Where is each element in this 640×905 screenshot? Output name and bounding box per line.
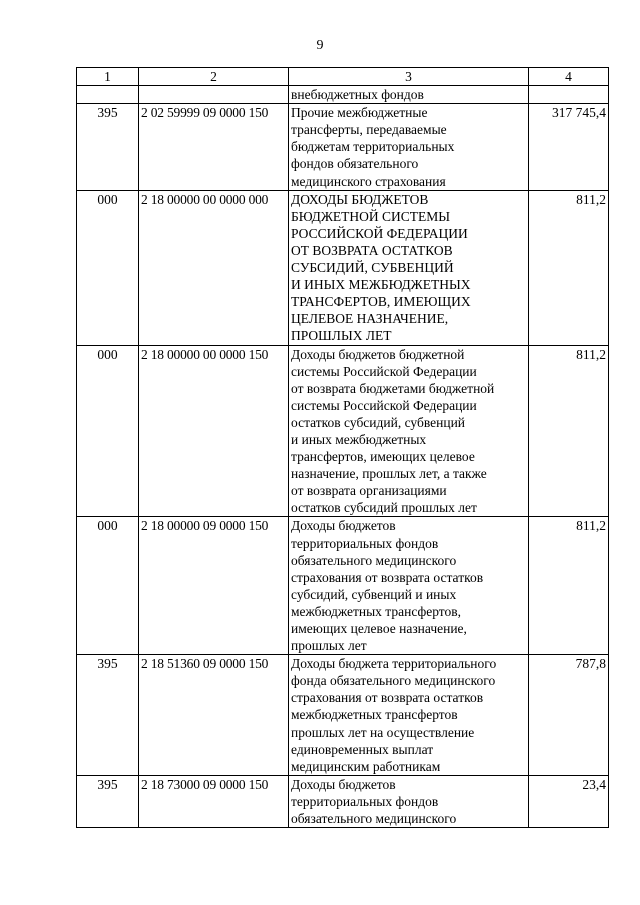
- income-name-line: ДОХОДЫ БЮДЖЕТОВ: [291, 191, 429, 207]
- income-name-line: субсидий, субвенций и иных: [291, 586, 457, 602]
- income-name-line: БЮДЖЕТНОЙ СИСТЕМЫ: [291, 208, 451, 224]
- admin-code-cell: 395: [77, 104, 139, 190]
- income-name-line: ПРОШЛЫХ ЛЕТ: [291, 328, 392, 344]
- header-col-1: 1: [77, 68, 139, 86]
- header-col-4: 4: [529, 68, 609, 86]
- income-name-line: Прочие межбюджетные: [291, 105, 428, 121]
- table-row: [77, 190, 609, 345]
- income-name-line: страхования от возврата остатков: [291, 690, 484, 706]
- income-name-line: межбюджетных трансфертов,: [291, 603, 462, 619]
- income-name-cell: [289, 190, 529, 345]
- income-name-line: и иных межбюджетных: [291, 431, 427, 447]
- admin-code-cell: [77, 86, 139, 104]
- budget-table: [76, 67, 609, 828]
- income-name-cell: [289, 775, 529, 827]
- income-name-line: от возврата бюджетами бюджетной: [291, 380, 495, 396]
- income-name-line: территориальных фондов: [291, 793, 439, 809]
- income-name-line: медицинского страхования: [291, 173, 446, 189]
- income-name-line: обязательного медицинского: [291, 811, 457, 827]
- income-name-line: системы Российской Федерации: [291, 397, 477, 413]
- table-row: [77, 517, 609, 655]
- income-name-line: Доходы бюджета территориального: [291, 656, 497, 672]
- budget-code-cell: 2 18 51360 09 0000 150: [139, 655, 289, 776]
- income-name-line: остатков субсидий прошлых лет: [291, 500, 477, 516]
- income-name-line: территориальных фондов: [291, 535, 439, 551]
- table-row: [77, 104, 609, 190]
- income-name-line: трансферты, передаваемые: [291, 122, 447, 138]
- amount-cell: 317 745,4: [529, 104, 609, 190]
- budget-code-cell: 2 02 59999 09 0000 150: [139, 104, 289, 190]
- income-name-line: назначение, прошлых лет, а также: [291, 466, 487, 482]
- budget-code-cell: 2 18 00000 00 0000 000: [139, 190, 289, 345]
- income-name-cell: [289, 345, 529, 517]
- table-row: [77, 775, 609, 827]
- income-name-line: от возврата организациями: [291, 483, 447, 499]
- admin-code-cell: 395: [77, 655, 139, 776]
- table-row: [77, 655, 609, 776]
- amount-cell: 811,2: [529, 517, 609, 655]
- income-name-line: фонда обязательного медицинского: [291, 673, 496, 689]
- income-name-line: страхования от возврата остатков: [291, 569, 484, 585]
- amount-cell: 811,2: [529, 190, 609, 345]
- income-name-cell: [289, 655, 529, 776]
- admin-code-cell: 000: [77, 345, 139, 517]
- table-row: [77, 86, 609, 104]
- income-name-line: Доходы бюджетов: [291, 518, 396, 534]
- income-name-line: И ИНЫХ МЕЖБЮДЖЕТНЫХ: [291, 277, 471, 293]
- amount-cell: 23,4: [529, 775, 609, 827]
- income-name-line: трансфертов, имеющих целевое: [291, 449, 475, 465]
- income-name-line: ТРАНСФЕРТОВ, ИМЕЮЩИХ: [291, 294, 471, 310]
- income-name-cell: [289, 104, 529, 190]
- income-name-cell: [289, 86, 529, 104]
- income-name-line: РОССИЙСКОЙ ФЕДЕРАЦИИ: [291, 225, 468, 241]
- table-row: [77, 345, 609, 517]
- income-name-line: межбюджетных трансфертов: [291, 707, 458, 723]
- page-number: 9: [316, 38, 324, 53]
- income-name-line: ЦЕЛЕВОЕ НАЗНАЧЕНИЕ,: [291, 311, 449, 327]
- income-name-line: прошлых лет: [291, 638, 367, 654]
- amount-cell: 787,8: [529, 655, 609, 776]
- income-name-line: единовременных выплат: [291, 741, 434, 757]
- income-name-line: медицинским работникам: [291, 758, 441, 774]
- budget-code-cell: [139, 86, 289, 104]
- income-name-line: фондов обязательного: [291, 156, 419, 172]
- income-name-line: Доходы бюджетов: [291, 776, 396, 792]
- income-name-line: внебюджетных фондов: [291, 87, 424, 103]
- header-col-3: 3: [289, 68, 529, 86]
- header-row: [77, 68, 609, 86]
- income-name-line: имеющих целевое назначение,: [291, 621, 467, 636]
- budget-code-cell: 2 18 73000 09 0000 150: [139, 775, 289, 827]
- income-name-line: ОТ ВОЗВРАТА ОСТАТКОВ: [291, 242, 453, 258]
- amount-cell: [529, 86, 609, 104]
- header-col-2: 2: [139, 68, 289, 86]
- budget-code-cell: 2 18 00000 00 0000 150: [139, 345, 289, 517]
- income-name-line: бюджетам территориальных: [291, 139, 455, 155]
- admin-code-cell: 395: [77, 775, 139, 827]
- income-name-line: Доходы бюджетов бюджетной: [291, 346, 465, 362]
- income-name-line: системы Российской Федерации: [291, 363, 477, 379]
- admin-code-cell: 000: [77, 517, 139, 655]
- income-name-line: обязательного медицинского: [291, 552, 457, 568]
- income-name-line: СУБСИДИЙ, СУБВЕНЦИЙ: [291, 260, 454, 276]
- admin-code-cell: 000: [77, 190, 139, 345]
- income-name-line: остатков субсидий, субвенций: [291, 414, 466, 430]
- income-name-cell: [289, 517, 529, 655]
- amount-cell: 811,2: [529, 345, 609, 517]
- income-name-line: прошлых лет на осуществление: [291, 724, 475, 740]
- budget-code-cell: 2 18 00000 09 0000 150: [139, 517, 289, 655]
